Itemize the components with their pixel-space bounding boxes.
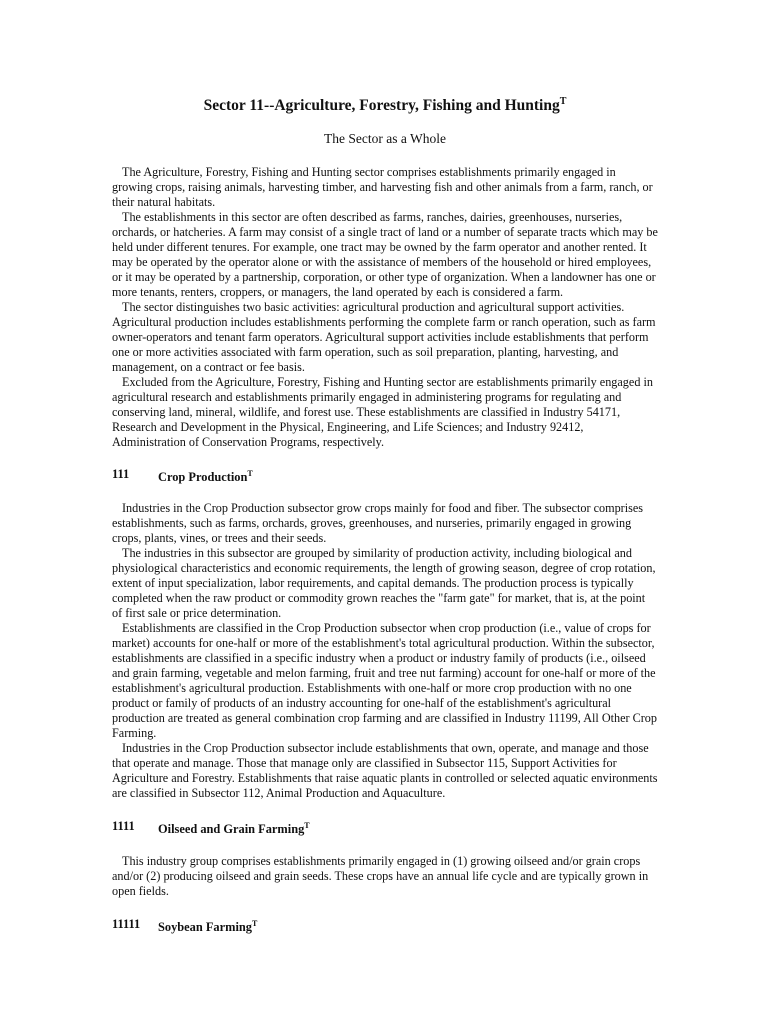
section-superscript: T <box>247 469 253 479</box>
section-superscript: T <box>251 919 258 929</box>
section-title <box>158 818 310 837</box>
section-code: 1111 <box>112 819 135 834</box>
section-name: Crop Production <box>158 470 248 485</box>
title-superscript: T <box>559 96 567 107</box>
section-name: Soybean Farming <box>158 920 252 935</box>
section-paragraph: Industries in the Crop Production subsector include establishments that own, operate, and manage and those that operate and manage. Those that manage only are classified in Subsector 115, Support Activities for Agriculture and Forestry. Establishments that raise aquatic plants in controlled or selected aquatic environments are classified in Subsector 112, Animal Production and Aquaculture. <box>112 741 658 801</box>
section-paragraph: This industry group comprises establishments primarily engaged in (1) growing oilseed and/or grain crops and/or (2) producing oilseed and grain seeds. These crops have an annual life cycle and are typically grown in open fields. <box>112 854 649 899</box>
intro-paragraph: The establishments in this sector are often described as farms, ranches, dairies, greenhouses, nurseries, orchards, or hatcheries. A farm may consist of a single tract of land or a number of separate tracts which may be held under different tenures. For example, one tract may be owned by the farm operator and another rented. It may be operated by the operator alone or with the assistance of members of the household or hired employees, or it may be operated by a partnership, corporation, or other type of organization. When a landowner has one or more tenants, renters, croppers, or managers, the land operated by each is considered a farm. <box>112 210 658 300</box>
section-heading-111 <box>112 466 658 485</box>
intro-paragraph: The Agriculture, Forestry, Fishing and Hunting sector comprises establishments primarily engaged in growing crops, raising animals, harvesting timber, and harvesting fish and other animals from a farm, ranch, or their natural habitats. <box>112 165 653 210</box>
document-subtitle: The Sector as a Whole <box>324 131 446 147</box>
section-code: 111 <box>112 467 130 482</box>
section-paragraph: The industries in this subsector are grouped by similarity of production activity, including biological and physiological characteristics and economic requirements, the length of growing season, degree of crop rotation, extent of input specialization, labor requirements, and capital demands. The production process is typically completed when the raw product or commodity grown reaches the "farm gate" for market, that is, at the point of first sale or price determination. <box>112 546 656 621</box>
section-paragraph: Industries in the Crop Production subsector grow crops mainly for food and fiber. The subsector comprises establishments, such as farms, orchards, groves, greenhouses, and nurseries, primarily engaged in growing crops, plants, vines, or trees and their seeds. <box>112 501 644 546</box>
document-title <box>112 92 658 116</box>
section-superscript: T <box>304 821 310 831</box>
section-name: Oilseed and Grain Farming <box>158 822 305 837</box>
section-paragraph: Establishments are classified in the Crop Production subsector when crop production (i.e., value of crops for market) accounts for one-half or more of the establishment's total agricultural production. Within the subsector, establishments are classified in a specific industry when a product or industry family of products (i.e., oilseed and grain farming, vegetable and melon farming, fruit and tree nut farming) account for one-half or more of the establishment's agricultural production. Establishments with one-half or more crop production with no one product or family of products of an industry accounting for one-half of the establishment's agricultural production are treated as general combination crop farming and are classified in Industry 11199, All Other Crop Farming. <box>112 621 657 741</box>
section-title <box>158 466 253 485</box>
section-code: 11111 <box>112 917 141 932</box>
intro-paragraph: Excluded from the Agriculture, Forestry, Fishing and Hunting sector are establishments primarily engaged in agricultural research and establishments primarily engaged in administering programs for regulating and conserving land, mineral, wildlife, and forest use. These establishments are classified in Industry 54171, Research and Development in the Physical, Engineering, and Life Sciences; and Industry 92412, Administration of Conservation Programs, respectively. <box>112 375 653 450</box>
section-heading-1111 <box>112 818 658 837</box>
intro-paragraph: The sector distinguishes two basic activities: agricultural production and agricultural support activities. Agricultural production includes establishments performing the complete farm or ranch operation, such as farm owner-operators and tenant farm operators. Agricultural support activities include establishments that perform one or more activities associated with farm operation, such as soil preparation, planting, harvesting, and management, on a contract or fee basis. <box>112 300 656 375</box>
section-title <box>158 916 257 935</box>
title-text: Sector 11--Agriculture, Forestry, Fishing and Hunting <box>203 97 560 115</box>
section-heading-11111 <box>112 916 658 935</box>
